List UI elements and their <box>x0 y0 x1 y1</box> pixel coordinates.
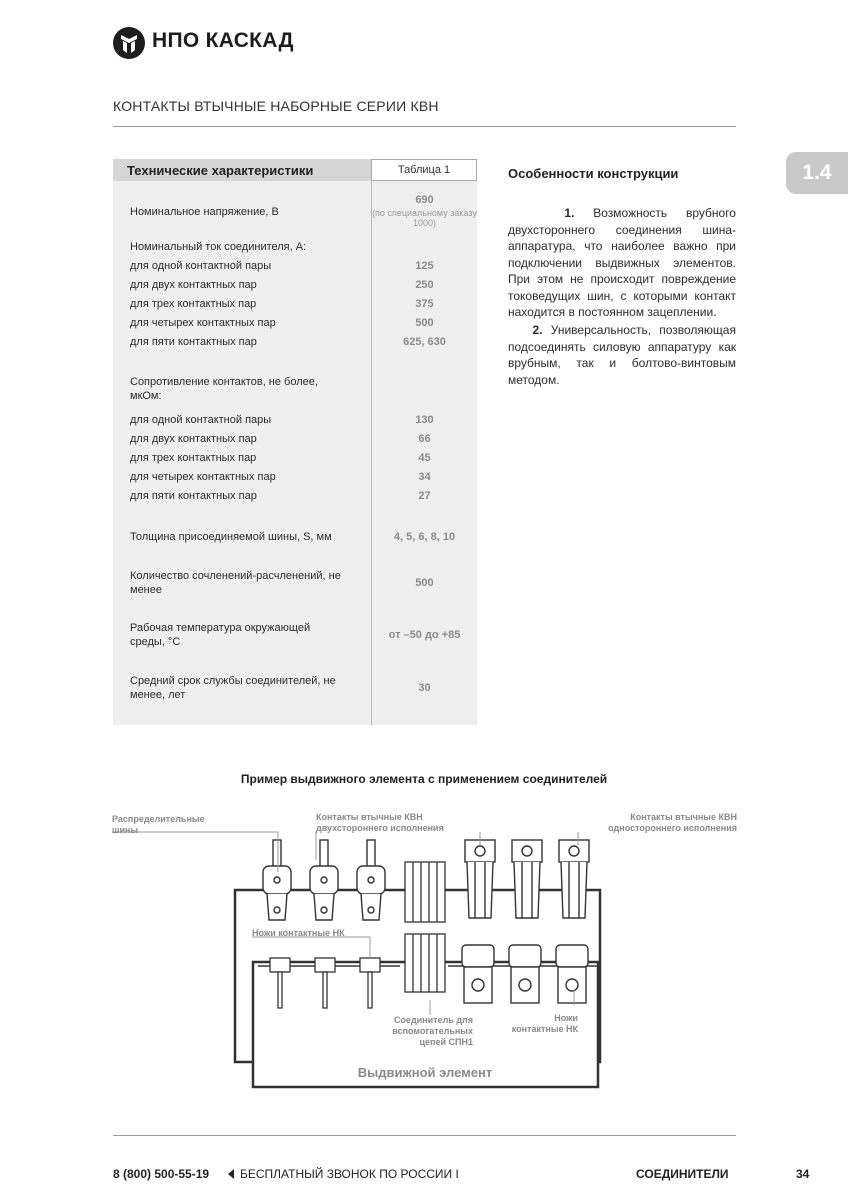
label-spn: Соединитель для вспомогательных цепей СПН1 <box>392 1015 473 1047</box>
feature-text: Универсальность, позволяющая подсоединять силовую аппаратуру как врубным, так и болтово-винтовым методом. <box>508 323 736 387</box>
contact-knife-large <box>462 945 494 1003</box>
spec-row-label: для одной контактной пары <box>130 260 272 272</box>
kvn-double-contact <box>263 840 291 920</box>
spec-row-value: 4, 5, 6, 8, 10 <box>393 531 456 543</box>
spec-row-label: для трех контактных пар <box>130 298 257 310</box>
label-busbars: Распределительные шины <box>112 814 205 835</box>
spec-row-label: Номинальный ток соединителя, А: <box>130 241 307 253</box>
kvn-single-contact <box>465 840 495 918</box>
kvn-single-contact <box>559 840 589 918</box>
kvn-double-contact <box>357 840 385 920</box>
spec-row-note: (по специальному заказу 1000) <box>372 208 477 228</box>
spec-row-label: для двух контактных пар <box>130 433 257 445</box>
label-knives-right: Ножи контактные НК <box>511 1013 578 1034</box>
spec-row-label: Сопротивление контактов, не более, мкОм: <box>130 376 318 402</box>
spec-row-value: 125 <box>415 260 434 272</box>
spec-row-label: Количество сочленений-расчленений, не менее <box>130 570 341 596</box>
spec-row-value: 27 <box>418 490 431 502</box>
label-knives-left: Ножи контактные НК <box>252 928 345 938</box>
spec-row-value: 34 <box>418 471 431 483</box>
feature-number: 2. <box>532 323 543 337</box>
spec-row-value: от –50 до +85 <box>388 629 461 641</box>
label-kvn-double: Контакты втычные КВН двухстороннего исполнения <box>316 812 444 833</box>
spec-table-number: Таблица 1 <box>371 159 477 181</box>
spec-table-title: Технические характеристики <box>127 163 314 178</box>
diagram-drawing <box>100 800 760 1100</box>
spec-row-value: 375 <box>415 298 434 310</box>
kvn-double-contact <box>310 840 338 920</box>
title-divider <box>113 126 736 127</box>
frame-title: Выдвижной элемент <box>357 1065 493 1080</box>
feature-item <box>508 205 736 321</box>
spec-row-label: Средний срок службы соединителей, не менее, лет <box>130 675 336 701</box>
spec-row-value: 30 <box>418 682 431 694</box>
spec-row-label: для пяти контактных пар <box>130 490 257 502</box>
spec-row-value: 250 <box>415 279 434 291</box>
footer-section: СОЕДИНИТЕЛИ <box>636 1167 729 1181</box>
spec-row-label: для трех контактных пар <box>130 452 257 464</box>
kvn-single-contact <box>512 840 542 918</box>
spec-table-header-bar <box>113 159 371 181</box>
chapter-tab: 1.4 <box>786 152 848 194</box>
spec-row-label: для пяти контактных пар <box>130 336 257 348</box>
triangle-left-icon <box>228 1169 234 1179</box>
footer-divider <box>113 1135 736 1136</box>
features-title: Особенности конструкции <box>508 166 679 181</box>
spec-row-label: для четырех контактных пар <box>130 471 276 483</box>
spec-row-label: Номинальное напряжение, В <box>130 206 279 218</box>
footer-note: БЕСПЛАТНЫЙ ЗВОНОК ПО РОССИИ I <box>240 1167 459 1181</box>
spec-row-label: для одной контактной пары <box>130 414 272 426</box>
spec-table <box>113 159 477 725</box>
spec-row-value: 500 <box>415 577 434 589</box>
spec-row-label: для четырех контактных пар <box>130 317 276 329</box>
withdrawable-unit-diagram <box>100 800 760 1100</box>
feature-item <box>508 322 736 388</box>
contact-knife-large <box>509 945 541 1003</box>
spec-row-label: для двух контактных пар <box>130 279 257 291</box>
spn-connector <box>405 862 445 992</box>
spec-row-value: 45 <box>418 452 431 464</box>
spec-row-label: Рабочая температура окружающей среды, °С <box>130 622 311 648</box>
feature-number: 1. <box>564 206 575 220</box>
contact-knife-large <box>556 945 588 1003</box>
footer-phone[interactable]: 8 (800) 500-55-19 <box>113 1167 210 1181</box>
spec-row-value: 66 <box>418 433 431 445</box>
feature-text: Возможность врубного двухстороннего соединения шина-аппаратура, что наиболее важно при подключении выдвижных элементов. При этом не происходит повреждение токоведущих шин, с которыми контакт находится в постоянном зацеплении. <box>508 206 736 319</box>
spec-row-value: 625, 630 <box>403 336 446 348</box>
brand-name: НПО КАСКАД <box>152 29 294 52</box>
page-number: 34 <box>796 1167 810 1181</box>
spec-row-value: 500 <box>415 317 434 329</box>
spec-row-value: 690 <box>415 194 434 206</box>
brand-logo-icon <box>112 26 146 60</box>
label-kvn-single: Контакты втычные КВН одностороннего исполнения <box>608 812 737 833</box>
spec-row-value: 130 <box>415 414 434 426</box>
diagram-caption: Пример выдвижного элемента с применением соединителей <box>240 772 608 786</box>
section-title: КОНТАКТЫ ВТЫЧНЫЕ НАБОРНЫЕ СЕРИИ КВН <box>113 98 439 114</box>
spec-row-label: Толщина присоединяемой шины, S, мм <box>130 531 332 543</box>
